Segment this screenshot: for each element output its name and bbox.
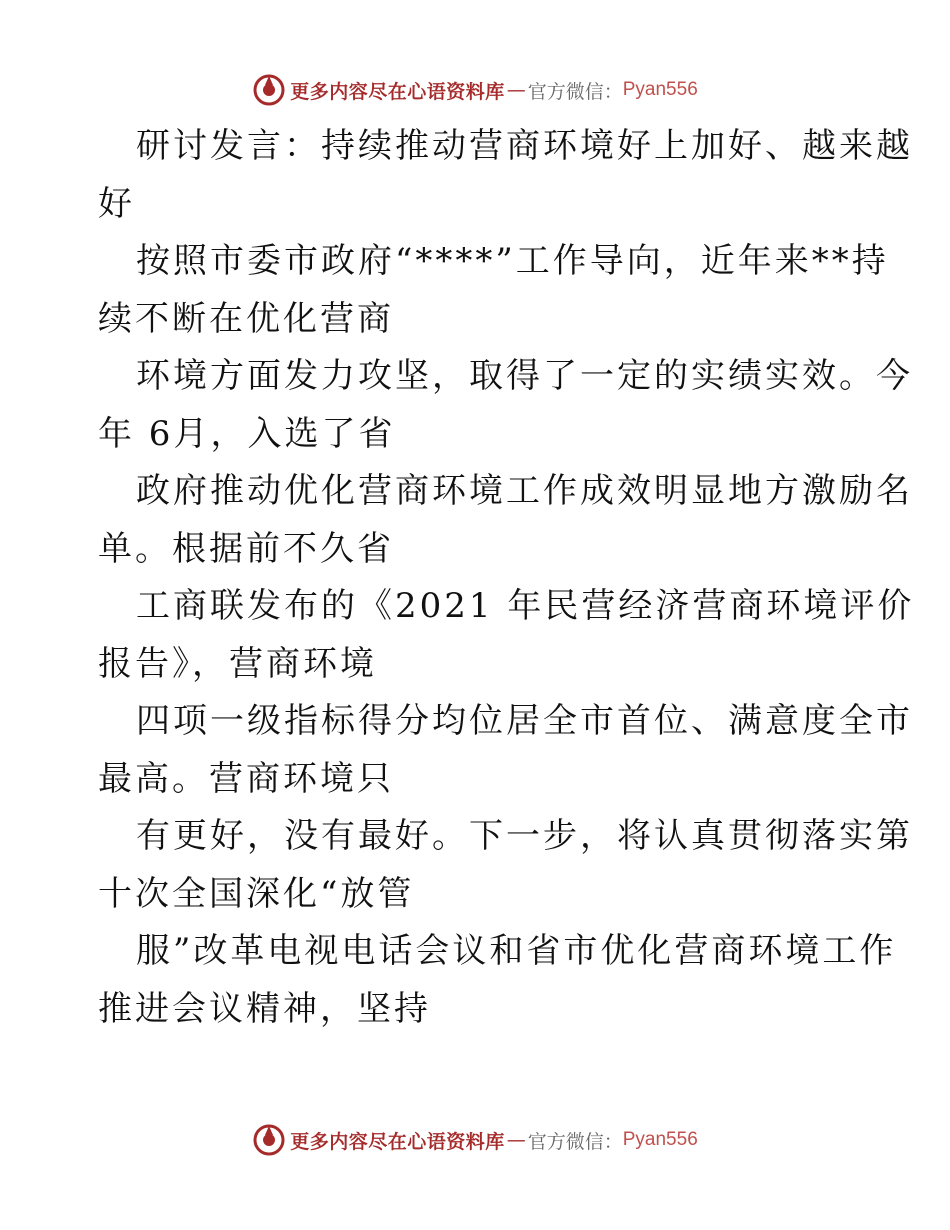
- header-wechat-label: 官方微信：: [527, 80, 623, 103]
- paragraph-line: 推进会议精神，坚持: [98, 988, 431, 1029]
- paragraph-line: 单。根据前不久省: [98, 528, 394, 569]
- header-watermark: [0, 70, 950, 110]
- document-body: [98, 118, 915, 1038]
- logo-icon: [252, 1123, 286, 1157]
- paragraph-line: 环境方面发力攻坚，取得了一定的实绩实效。今: [136, 356, 913, 396]
- header-separator: —: [506, 79, 526, 101]
- paragraph-line: 服”改革电视电话会议和省市优化营商环境工作: [136, 931, 897, 971]
- title-line-1: 研讨发言：持续推动营商环境好上加好、越来越: [136, 126, 913, 166]
- footer-watermark: [0, 1120, 950, 1160]
- paragraph-line: 续不断在优化营商: [98, 298, 394, 339]
- paragraph-line: 最高。营商环境只: [98, 758, 394, 799]
- footer-brand: 更多内容尽在心语资料库: [290, 1130, 505, 1153]
- footer-separator: —: [506, 1129, 526, 1151]
- paragraph-line: 四项一级指标得分均位居全市首位、满意度全市: [136, 701, 913, 741]
- title-line-2: 好: [98, 183, 135, 224]
- footer-wechat-label: 官方微信：: [527, 1130, 623, 1153]
- paragraph-line: 按照市委市政府“****”工作导向，近年来**持: [136, 241, 889, 281]
- footer-wechat-id: Pyan556: [622, 1129, 698, 1150]
- header-wechat-id: Pyan556: [622, 79, 698, 100]
- paragraph-line: 工商联发布的《2021 年民营经济营商环境评价: [136, 586, 915, 626]
- header-brand: 更多内容尽在心语资料库: [290, 80, 505, 103]
- logo-icon: [252, 73, 286, 107]
- paragraph-line: 十次全国深化“放管: [98, 873, 415, 914]
- paragraph-line: 政府推动优化营商环境工作成效明显地方激励名: [136, 471, 913, 511]
- paragraph-line: 年 6月，入选了省: [98, 413, 396, 454]
- paragraph-line: 报告》，营商环境: [98, 643, 377, 684]
- paragraph-line: 有更好，没有最好。下一步，将认真贯彻落实第: [136, 816, 913, 856]
